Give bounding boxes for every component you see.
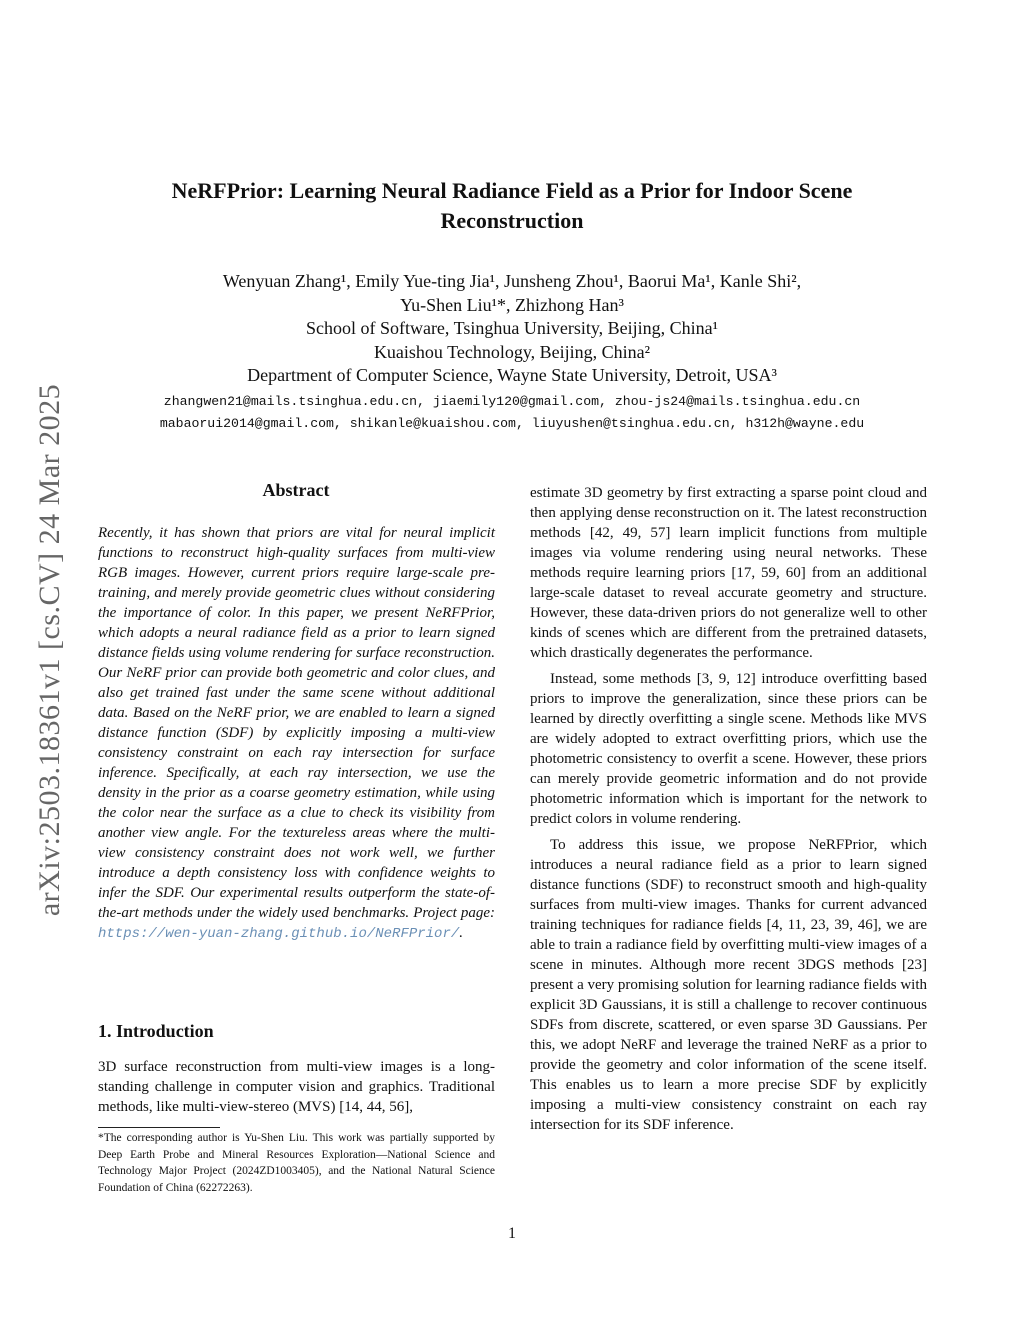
introduction-heading: 1. Introduction <box>98 1021 214 1041</box>
affiliation-1: School of Software, Tsinghua University, Beijing, China¹ <box>305 318 719 338</box>
right-paragraph-2: Instead, some methods [3, 9, 12] introduce overfitting based priors to improve the generalization, since these priors can be learned by directly overfitting a single scene. Methods like MVS are widely adopted to extract overfitting priors, which use the photometric consistency to overfit a scene. However, these priors can merely provide geometric information and do not provide photometric information which is important for the network to predict colors in volume rendering. <box>530 671 927 827</box>
authors-line-2: Yu-Shen Liu¹*, Zhizhong Han³ <box>400 294 624 315</box>
page-number: 1 <box>508 1225 516 1242</box>
affiliation-3: Department of Computer Science, Wayne State University, Detroit, USA³ <box>247 365 777 385</box>
abstract-heading: Abstract <box>262 480 330 500</box>
emails-line-2: mabaorui2014@gmail.com, shikanle@kuaishou.com, liuyushen@tsinghua.edu.cn, h312h@wayne.edu <box>159 416 865 431</box>
title-line-2: Reconstruction <box>440 208 584 233</box>
affiliation-2: Kuaishou Technology, Beijing, China² <box>373 341 651 362</box>
abstract-body: Recently, it has shown that priors are vital for neural implicit functions to reconstruct high-quality surfaces from multi-view RGB images. However, current priors require large-scale pre-training, and merely provide geometric clues without considering the importance of color. In this paper, we present NeRFPrior, which adopts a neural radiance field as a prior to learn signed distance fields using volume rendering for surface reconstruction. Our NeRF prior can provide both geometric and color clues, and also get trained fast under the same scene without additional data. Based on the NeRF prior, we are enabled to learn a signed distance function (SDF) by explicitly imposing a multi-view consistency constraint on each ray intersection for surface inference. Specifically, at each ray intersection, we use the density in the prior as a coarse geometry estimation, while using the color near the surface as a clue to check its visibility from another view angle. For the textureless areas where the multi-view consistency constraint does not work well, we further introduce a depth consistency loss with confidence weights to infer the SDF. Our experimental results outperform the state-of-the-art methods under the widely used benchmarks. Project page: https://wen-yuan-zhang.github.io/NeRFPrior/. <box>98 525 495 942</box>
right-paragraph-3: To address this issue, we propose NeRFPrior, which introduces a neural radiance field as a prior to learn signed distance functions (SDF) to reconstruct smooth and high-quality surfaces from multi-view images. Thanks for current advanced training techniques for radiance fields [4, 11, 23, 39, 46], we are able to train a radiance field by overfitting multi-view images of a scene in minutes. Although more recent 3DGS methods [23] present a very promising solution for learning radiance fields with explicit 3D Gaussians, it is still a challenge to recover continuous SDFs from discrete, scattered, or even sparse 3D Gaussians. Per this, we adopt NeRF and leverage the trained NeRF as a prior to provide the geometry and color information of the scene itself. This enables us to learn a more precise SDF by explicitly imposing a multi-view consistency constraint on each ray intersection for its SDF inference. <box>530 837 927 1133</box>
right-column <box>530 483 927 1135</box>
introduction-paragraph: 3D surface reconstruction from multi-view images is a long-standing challenge in computer vision and graphics. Traditional methods, like multi-view-stereo (MVS) [14, 44, 56], <box>98 1059 495 1115</box>
paper-title <box>120 176 904 236</box>
arxiv-identifier: arXiv:2503.18361v1 [cs.CV] 24 Mar 2025 <box>33 383 66 917</box>
author-list <box>120 270 904 317</box>
authors-line-1: Wenyuan Zhang¹, Emily Yue-ting Jia¹, Junsheng Zhou¹, Baorui Ma¹, Kanle Shi², <box>222 271 802 291</box>
emails-line-1: zhangwen21@mails.tsinghua.edu.cn, jiaemily120@gmail.com, zhou-js24@mails.tsinghua.edu.cn <box>163 394 861 409</box>
abstract-text: Recently, it has shown that priors are vital for neural implicit functions to reconstruct high-quality surfaces from multi-view RGB images. However, current priors require large-scale pre-training, and merely provide geometric clues without considering the importance of color. In this paper, we present NeRFPrior, which adopts a neural radiance field as a prior to learn signed distance fields using volume rendering for surface reconstruction. Our NeRF prior can provide both geometric and color clues, and also get trained fast under the same scene without additional data. Based on the NeRF prior, we are enabled to learn a signed distance function (SDF) by explicitly imposing a multi-view consistency constraint on each ray intersection for surface inference. Specifically, at each ray intersection, we use the density in the prior as a coarse geometry estimation, while using the color near the surface as a clue to check its visibility from another view angle. For the textureless areas where the multi-view consistency constraint does not work well, we further introduce a depth consistency loss with confidence weights to infer the SDF. Our experimental results outperform the state-of-the-art methods under the widely used benchmarks. Project page: <box>98 525 495 921</box>
right-paragraph-1: estimate 3D geometry by first extracting a sparse point cloud and then applying dense reconstruction on it. The latest reconstruction methods [42, 49, 57] learn implicit functions from multiple images via volume rendering using neural networks. These methods require learning priors [17, 59, 60] from an additional large-scale dataset to reveal accurate geometry and structure. However, these data-driven priors do not generalize well to other kinds of scenes which are different from the pretrained datasets, which drastically degenerates the performance. <box>530 485 927 661</box>
affiliations <box>120 317 904 388</box>
footnote: *The corresponding author is Yu-Shen Liu. This work was partially supported by Deep Earth Probe and Mineral Resources Exploration—National Science and Technology Major Project (2024ZD1003405), and the National Natural Science Foundation of China (62272263). <box>98 1132 495 1194</box>
title-line-1: NeRFPrior: Learning Neural Radiance Field as a Prior for Indoor Scene <box>171 178 853 203</box>
footnote-rule <box>98 1127 220 1128</box>
project-page-link[interactable]: https://wen-yuan-zhang.github.io/NeRFPrior/ <box>98 926 460 942</box>
email-list <box>80 391 944 435</box>
